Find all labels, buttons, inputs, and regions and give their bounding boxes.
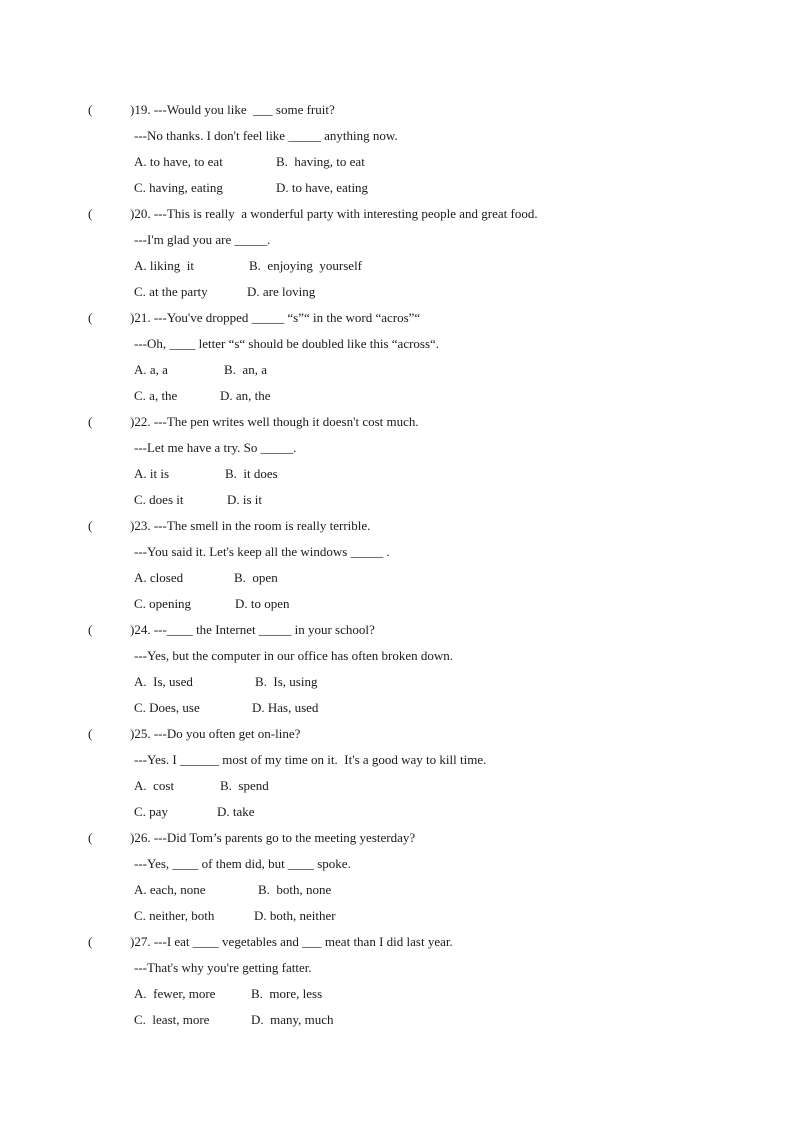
option-c: C. pay <box>134 804 168 819</box>
option-b: B. open <box>234 570 278 585</box>
question-stem: )24. ---____ the Internet _____ in your school? <box>130 622 375 637</box>
question-reply: ---Yes, ____ of them did, but ____ spoke. <box>134 856 351 871</box>
question-stem: )19. ---Would you like ___ some fruit? <box>130 102 335 117</box>
option-b: B. having, to eat <box>276 154 365 169</box>
option-c: C. having, eating <box>134 180 223 195</box>
answer-bracket: ( <box>88 726 93 741</box>
option-a: A. liking it <box>134 258 194 273</box>
option-d: D. many, much <box>251 1012 334 1027</box>
answer-bracket: ( <box>88 518 93 533</box>
option-c: C. neither, both <box>134 908 215 923</box>
answer-bracket: ( <box>88 102 93 117</box>
option-d: D. take <box>217 804 255 819</box>
option-a: A. Is, used <box>134 674 193 689</box>
option-b: B. Is, using <box>255 674 318 689</box>
option-c: C. Does, use <box>134 700 200 715</box>
question-stem: )21. ---You've dropped _____ “s”“ in the word “acros”“ <box>130 310 421 325</box>
question-reply: ---Oh, ____ letter “s“ should be doubled like this “across“. <box>134 336 440 351</box>
answer-bracket: ( <box>88 310 93 325</box>
option-d: D. both, neither <box>254 908 336 923</box>
option-b: B. spend <box>220 778 269 793</box>
question-stem: )20. ---This is really a wonderful party with interesting people and great food. <box>130 206 538 221</box>
option-b: B. more, less <box>251 986 323 1001</box>
question-reply: ---You said it. Let's keep all the windows _____ . <box>134 544 390 559</box>
question-reply: ---That's why you're getting fatter. <box>134 960 312 975</box>
question-reply: ---Yes, but the computer in our office has often broken down. <box>134 648 454 663</box>
option-b: B. both, none <box>258 882 332 897</box>
question-stem: )26. ---Did Tom’s parents go to the meeting yesterday? <box>130 830 416 845</box>
option-a: A. each, none <box>134 882 206 897</box>
option-a: A. closed <box>134 570 184 585</box>
option-a: A. to have, to eat <box>134 154 223 169</box>
option-d: D. is it <box>227 492 263 507</box>
answer-bracket: ( <box>88 830 93 845</box>
option-d: D. are loving <box>247 284 316 299</box>
option-d: D. Has, used <box>252 700 319 715</box>
question-reply: ---Yes. I ______ most of my time on it. It's a good way to kill time. <box>134 752 487 767</box>
answer-bracket: ( <box>88 414 93 429</box>
option-a: A. it is <box>134 466 170 481</box>
option-c: C. least, more <box>134 1012 210 1027</box>
option-b: B. enjoying yourself <box>249 258 363 273</box>
option-d: D. to open <box>235 596 290 611</box>
option-d: D. an, the <box>220 388 271 403</box>
question-stem: )22. ---The pen writes well though it doesn't cost much. <box>130 414 419 429</box>
option-c: C. at the party <box>134 284 208 299</box>
question-reply: ---I'm glad you are _____. <box>134 232 271 247</box>
answer-bracket: ( <box>88 622 93 637</box>
option-a: A. a, a <box>134 362 168 377</box>
question-stem: )25. ---Do you often get on-line? <box>130 726 301 741</box>
option-d: D. to have, eating <box>276 180 369 195</box>
answer-bracket: ( <box>88 206 93 221</box>
option-b: B. it does <box>225 466 278 481</box>
answer-bracket: ( <box>88 934 93 949</box>
question-stem: )23. ---The smell in the room is really terrible. <box>130 518 371 533</box>
question-stem: )27. ---I eat ____ vegetables and ___ meat than I did last year. <box>130 934 453 949</box>
option-c: C. opening <box>134 596 192 611</box>
option-a: A. cost <box>134 778 175 793</box>
option-b: B. an, a <box>224 362 267 377</box>
option-a: A. fewer, more <box>134 986 216 1001</box>
option-c: C. does it <box>134 492 184 507</box>
question-reply: ---No thanks. I don't feel like _____ anything now. <box>134 128 398 143</box>
question-reply: ---Let me have a try. So _____. <box>134 440 297 455</box>
option-c: C. a, the <box>134 388 178 403</box>
